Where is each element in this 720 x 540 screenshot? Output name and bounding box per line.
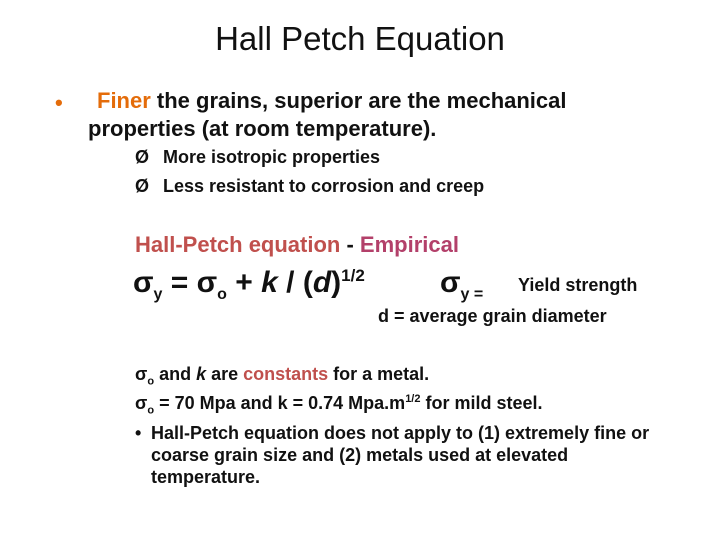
sigma-symbol: σ bbox=[440, 266, 461, 299]
subscript-o: o bbox=[147, 404, 155, 417]
plus-sign: + bbox=[226, 266, 262, 299]
yield-definition: Yield strength bbox=[518, 275, 638, 295]
sub-bullet-text: Less resistant to corrosion and creep bbox=[163, 176, 485, 196]
constants-word: constants bbox=[243, 364, 329, 384]
equals-sign: = bbox=[154, 393, 175, 413]
sub-bullet-text: More isotropic properties bbox=[163, 147, 381, 167]
bullet-main-rest: the grains, superior are the mechanical bbox=[150, 88, 567, 113]
sigma-symbol: σ bbox=[133, 266, 154, 299]
bullet-limitations bbox=[135, 422, 675, 488]
bullet-marker: • bbox=[55, 90, 63, 115]
subscript-y: y = bbox=[460, 286, 484, 303]
sigma-symbol: σ bbox=[196, 266, 218, 299]
limitations-text: Hall-Petch equation does not apply to (1) extremely fine or coarse grain size and (2) metals used at elevated temperature. bbox=[151, 423, 650, 487]
mild-steel-text: for mild steel. bbox=[420, 393, 543, 413]
and-text: and bbox=[154, 364, 197, 384]
d-definition: d = average grain diameter bbox=[378, 306, 607, 326]
k-symbol: k bbox=[261, 266, 278, 299]
finer-word: Finer bbox=[97, 88, 151, 113]
bullet-main-line1 bbox=[97, 88, 567, 114]
subscript-o: o bbox=[217, 286, 227, 303]
hall-petch-heading bbox=[135, 232, 459, 258]
are-text: are bbox=[206, 364, 244, 384]
arrow-bullet-icon: Ø bbox=[135, 176, 150, 196]
close-paren: ) bbox=[331, 266, 342, 299]
bullet-main-line2: properties (at room temperature). bbox=[88, 116, 437, 141]
values-line bbox=[135, 393, 543, 417]
heading-separator: - bbox=[340, 232, 360, 257]
equals-sign: = bbox=[162, 266, 197, 299]
sub-bullet-corrosion bbox=[135, 176, 484, 197]
sigma-symbol: σ bbox=[135, 393, 148, 413]
d-symbol: d bbox=[312, 266, 332, 299]
subscript-y: y bbox=[153, 286, 163, 303]
arrow-bullet-icon: Ø bbox=[135, 147, 150, 167]
heading-empirical: Empirical bbox=[359, 232, 459, 257]
yield-symbol bbox=[440, 266, 483, 304]
heading-part1: Hall-Petch equation bbox=[135, 232, 341, 257]
subscript-o: o bbox=[147, 375, 155, 388]
values-text: Mpa and k = 0.74 Mpa.m bbox=[194, 393, 406, 413]
sigma-o-value: 70 bbox=[174, 393, 195, 413]
sigma-symbol: σ bbox=[135, 364, 148, 384]
exponent: 1/2 bbox=[341, 266, 365, 285]
bullet-marker: • bbox=[135, 423, 142, 443]
hall-petch-equation bbox=[133, 266, 365, 304]
slide-title: Hall Petch Equation bbox=[215, 20, 505, 57]
division: / ( bbox=[277, 266, 313, 299]
exponent: 1/2 bbox=[405, 393, 421, 405]
for-a-metal-text: for a metal. bbox=[328, 364, 430, 384]
constants-line bbox=[135, 364, 429, 388]
sub-bullet-isotropic bbox=[135, 147, 380, 168]
k-symbol: k bbox=[196, 364, 207, 384]
